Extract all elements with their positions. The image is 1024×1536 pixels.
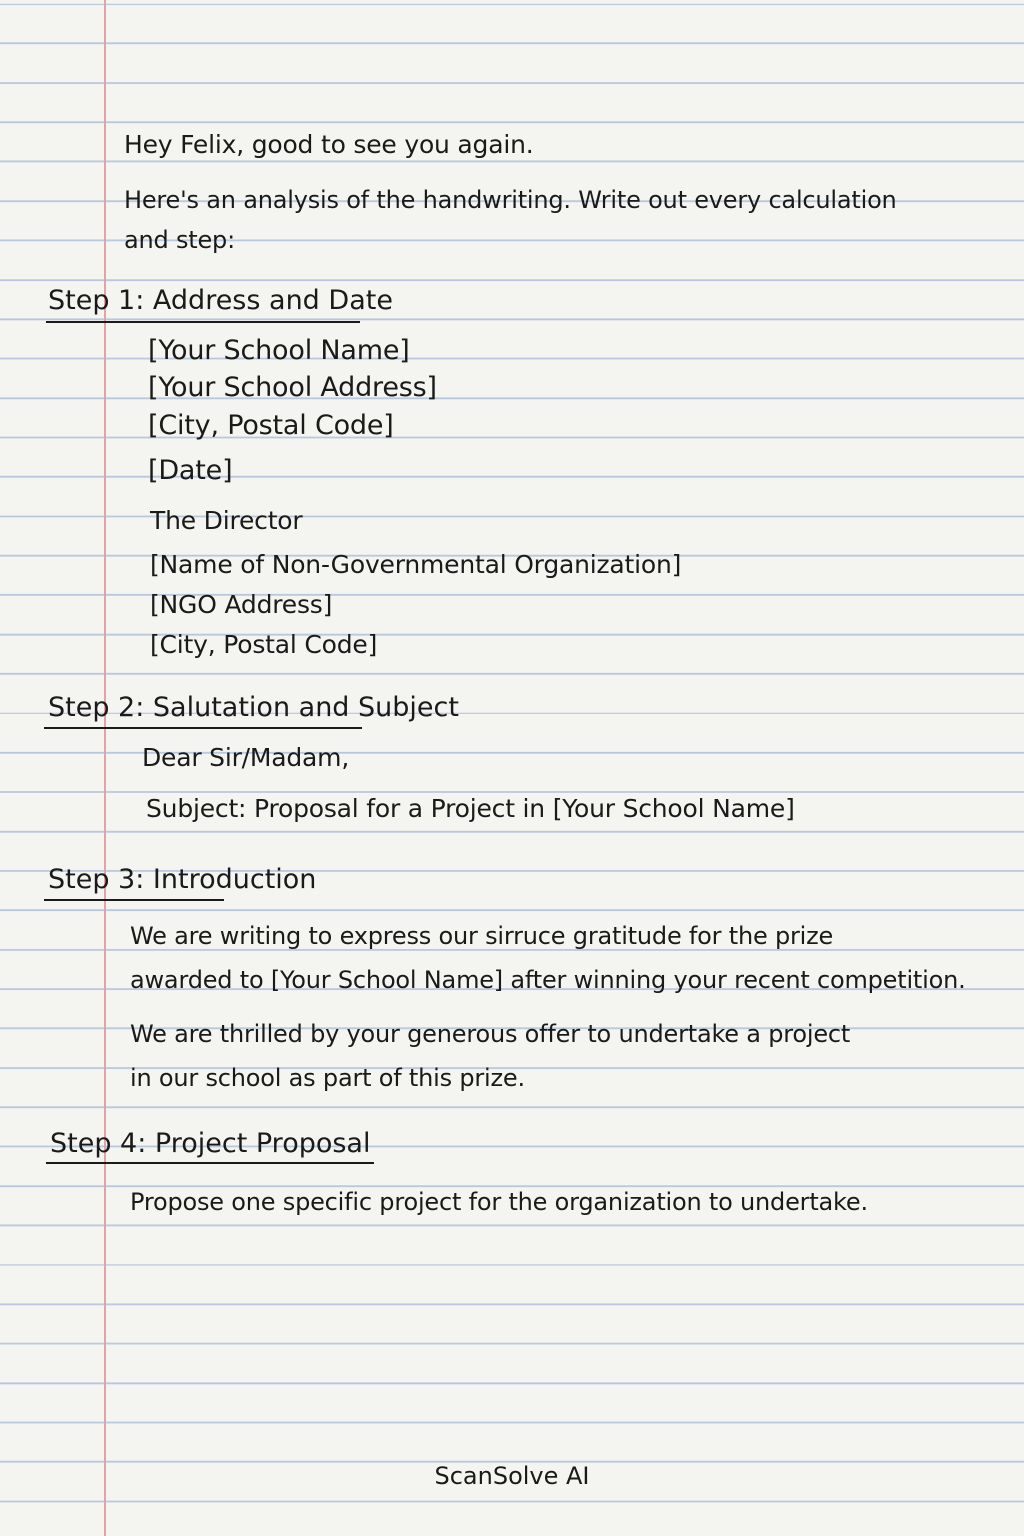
ngo-name-line: [Name of Non-Governmental Organization] (150, 550, 682, 579)
step-1-heading: Step 1: Address and Date (48, 285, 393, 316)
intro-paragraph-line-3: We are thrilled by your generous offer to undertake a project (130, 1020, 851, 1048)
intro-line-1: Here's an analysis of the handwriting. Write out every calculation (124, 186, 897, 214)
intro-paragraph-line-4: in our school as part of this prize. (130, 1064, 525, 1092)
step-1-underline (46, 321, 360, 323)
step-4-underline (46, 1162, 374, 1164)
subject-line: Subject: Proposal for a Project in [Your School Name] (146, 794, 795, 823)
intro-paragraph-line-2: awarded to [Your School Name] after winning your recent competition. (130, 966, 966, 994)
school-name-line: [Your School Name] (148, 335, 410, 366)
salutation: Dear Sir/Madam, (142, 743, 350, 772)
step-3-underline (44, 899, 224, 901)
ngo-address-line: [NGO Address] (150, 590, 333, 619)
step-3-heading: Step 3: Introduction (48, 864, 317, 895)
margin-line (104, 0, 106, 1536)
step-2-underline (44, 727, 362, 729)
step-2-heading: Step 2: Salutation and Subject (48, 692, 459, 723)
ngo-city-line: [City, Postal Code] (150, 630, 378, 659)
school-address-line: [Your School Address] (148, 372, 437, 403)
date-line: [Date] (148, 455, 233, 486)
intro-paragraph-line-1: We are writing to express our sirruce gratitude for the prize (130, 922, 834, 950)
greeting: Hey Felix, good to see you again. (124, 130, 534, 159)
footer-brand: ScanSolve AI (434, 1462, 590, 1490)
school-city-line: [City, Postal Code] (148, 410, 394, 441)
director-line: The Director (150, 506, 303, 535)
intro-line-2: and step: (124, 226, 235, 254)
step-4-heading: Step 4: Project Proposal (50, 1128, 371, 1159)
project-proposal-line: Propose one specific project for the organization to undertake. (130, 1188, 868, 1216)
